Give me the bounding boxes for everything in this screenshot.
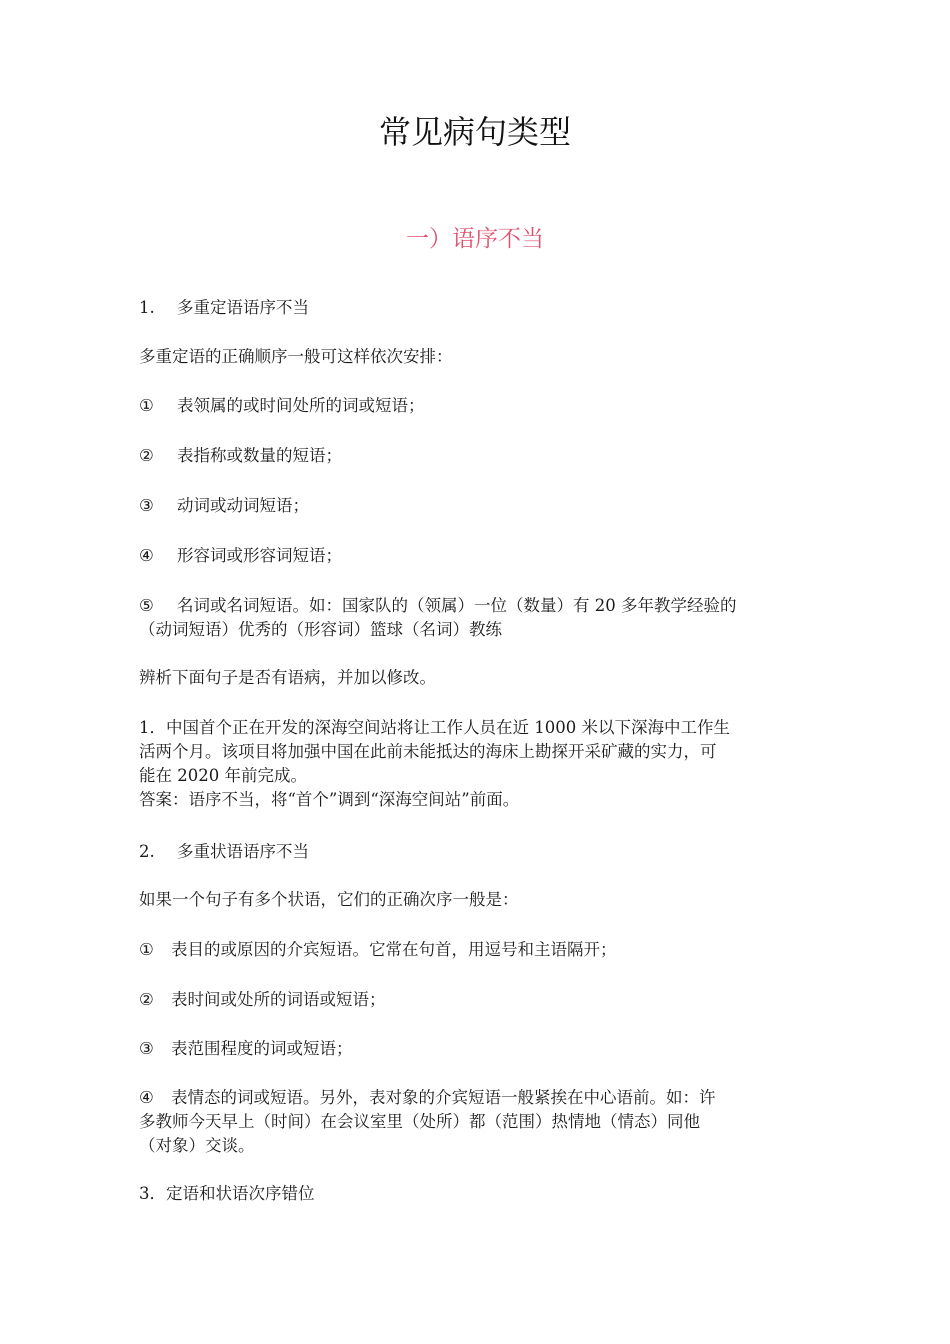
list-item-text: 表情态的词或短语。另外，表对象的介宾短语一般紧挨在中心语前。如：许 [171,1088,716,1107]
list-item-line: 多教师今天早上（时间）在会议室里（处所）都（范围）热情地（情态）同他 [139,1112,700,1131]
list-item-line: （对象）交谈。 [139,1136,255,1155]
list1-item-1 [139,394,829,418]
list2-item-3 [139,1037,829,1061]
list1-item-4 [139,544,829,568]
list-item-text: 形容词或形容词短语； [177,546,342,565]
list1-item-2 [139,444,829,468]
subheading-1 [139,296,829,320]
list-item-text: 名词或名词短语。如：国家队的（领属）一位（数量）有 20 多年教学经验的 [177,596,737,615]
list2-item-1 [139,938,829,962]
subheading-2 [139,840,829,864]
subheading-text: 多重状语语序不当 [177,842,309,861]
list2-item-4 [139,1086,829,1158]
list-item-text: 表时间或处所的词语或短语； [171,990,386,1009]
exercise-line: 活两个月。该项目将加强中国在此前未能抵达的海床上勘探开采矿藏的实力，可 [139,742,717,761]
list2-item-2 [139,988,829,1012]
list-item-text: 表目的或原因的介宾短语。它常在句首，用逗号和主语隔开； [171,940,617,959]
exercise-answer: 答案：语序不当，将“首个”调到“深海空间站”前面。 [139,790,520,809]
subheading-text: 多重定语语序不当 [177,298,309,317]
list-item-text: 动词或动词短语； [177,496,309,515]
list1-item-3 [139,494,829,518]
list-item-text: 表指称或数量的短语； [177,446,342,465]
circled-number: ⑤ [139,596,154,615]
exercise-line: 能在 2020 年前完成。 [139,766,307,785]
list1-item-5 [139,594,829,642]
list-item-text: 表领属的或时间处所的词或短语； [177,396,425,415]
exercise-block [139,716,829,812]
list-item-line [139,1086,829,1110]
list-item-text: 表范围程度的词或短语； [171,1039,353,1058]
exercise-prompt: 辨析下面句子是否有语病，并加以修改。 [139,668,436,687]
circled-number: ③ [139,496,154,515]
circled-number: ① [139,396,154,415]
intro-paragraph-1: 多重定语的正确顺序一般可这样依次安排： [139,347,453,366]
circled-number: ② [139,446,154,465]
list-item-line [139,594,829,618]
circled-number: ① [139,940,154,959]
circled-number: ③ [139,1039,154,1058]
subheading-3: 3．定语和状语次序错位 [139,1184,315,1203]
circled-number: ④ [139,1088,154,1107]
section-heading: 一）语序不当 [406,226,544,252]
page-title: 常见病句类型 [378,113,571,151]
subheading-number: 1. [139,298,155,317]
circled-number: ② [139,990,154,1009]
list-item-line: （动词短语）优秀的（形容词）篮球（名词）教练 [139,620,502,639]
exercise-line: 1．中国首个正在开发的深海空间站将让工作人员在近 1000 米以下深海中工作生 [139,718,730,737]
subheading-number: 2. [139,842,155,861]
intro-paragraph-2: 如果一个句子有多个状语，它们的正确次序一般是： [139,890,519,909]
circled-number: ④ [139,546,154,565]
